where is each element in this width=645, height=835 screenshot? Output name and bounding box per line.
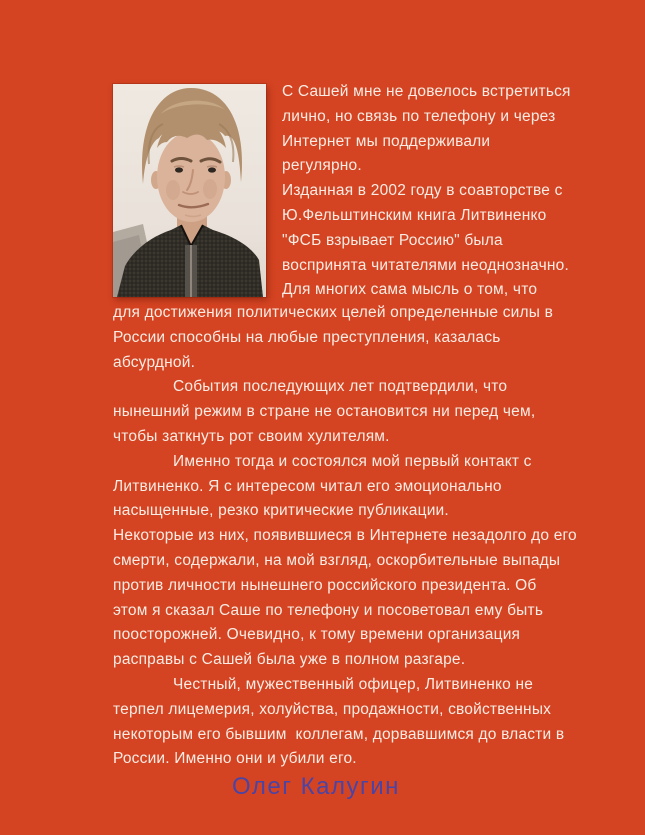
text-line: Именно тогда и состоялся мой первый контакт с xyxy=(173,452,532,470)
text-line: Ю.Фельштинским книга Литвиненко xyxy=(282,206,547,224)
portrait-photo-illustration xyxy=(113,84,266,297)
text-line: терпел лицемерия, холуйства, продажности, свойственных xyxy=(113,700,552,718)
body-paragraphs xyxy=(113,301,593,772)
intro-paragraph xyxy=(282,80,592,303)
text-line: Литвиненко. Я с интересом читал его эмоционально xyxy=(113,477,502,495)
text-line: России способны на любые преступления, казалась xyxy=(113,328,501,346)
text-line: для достижения политических целей определенные силы в xyxy=(113,304,554,321)
text-line: Интернет мы поддерживали xyxy=(282,132,491,150)
text-line: регулярно. xyxy=(282,157,362,175)
text-line: насыщенные, резко критические публикации. xyxy=(113,502,449,520)
text-line: поосторожней. Очевидно, к тому времени организация xyxy=(113,626,521,644)
text-line: С Сашей мне не довелось встретиться xyxy=(282,83,571,100)
text-line: нынешний режим в стране не остановится ни перед чем, xyxy=(113,403,536,421)
signature: Олег Калугин xyxy=(232,773,400,800)
text-line: Для многих сама мысль о том, что xyxy=(282,281,538,299)
text-line: "ФСБ взрывает Россию" была xyxy=(282,231,503,249)
text-line: лично, но связь по телефону и через xyxy=(282,107,556,125)
text-line: этом я сказал Саше по телефону и посоветовал ему быть xyxy=(113,601,544,619)
text-line: События последующих лет подтвердили, что xyxy=(173,378,508,396)
text-line: Изданная в 2002 году в соавторстве с xyxy=(282,182,563,200)
text-line: расправы с Сашей была уже в полном разгаре. xyxy=(113,651,466,669)
text-line: Некоторые из них, появившиеся в Интернете незадолго до его xyxy=(113,527,577,545)
text-line: России. Именно они и убили его. xyxy=(113,750,357,768)
text-line: некоторым его бывшим коллегам, дорвавшимся до власти в xyxy=(113,725,565,743)
text-line: воспринята читателями неоднозначно. xyxy=(282,256,569,274)
text-line: Честный, мужественный офицер, Литвиненко не xyxy=(173,675,534,693)
portrait-photo xyxy=(113,84,266,297)
text-line: против личности нынешнего российского президента. Об xyxy=(113,576,537,594)
text-line: смерти, содержали, на мой взгляд, оскорбительные выпады xyxy=(113,551,561,569)
text-line: чтобы заткнуть рот своим хулителям. xyxy=(113,427,390,445)
text-line: абсурдной. xyxy=(113,353,196,371)
